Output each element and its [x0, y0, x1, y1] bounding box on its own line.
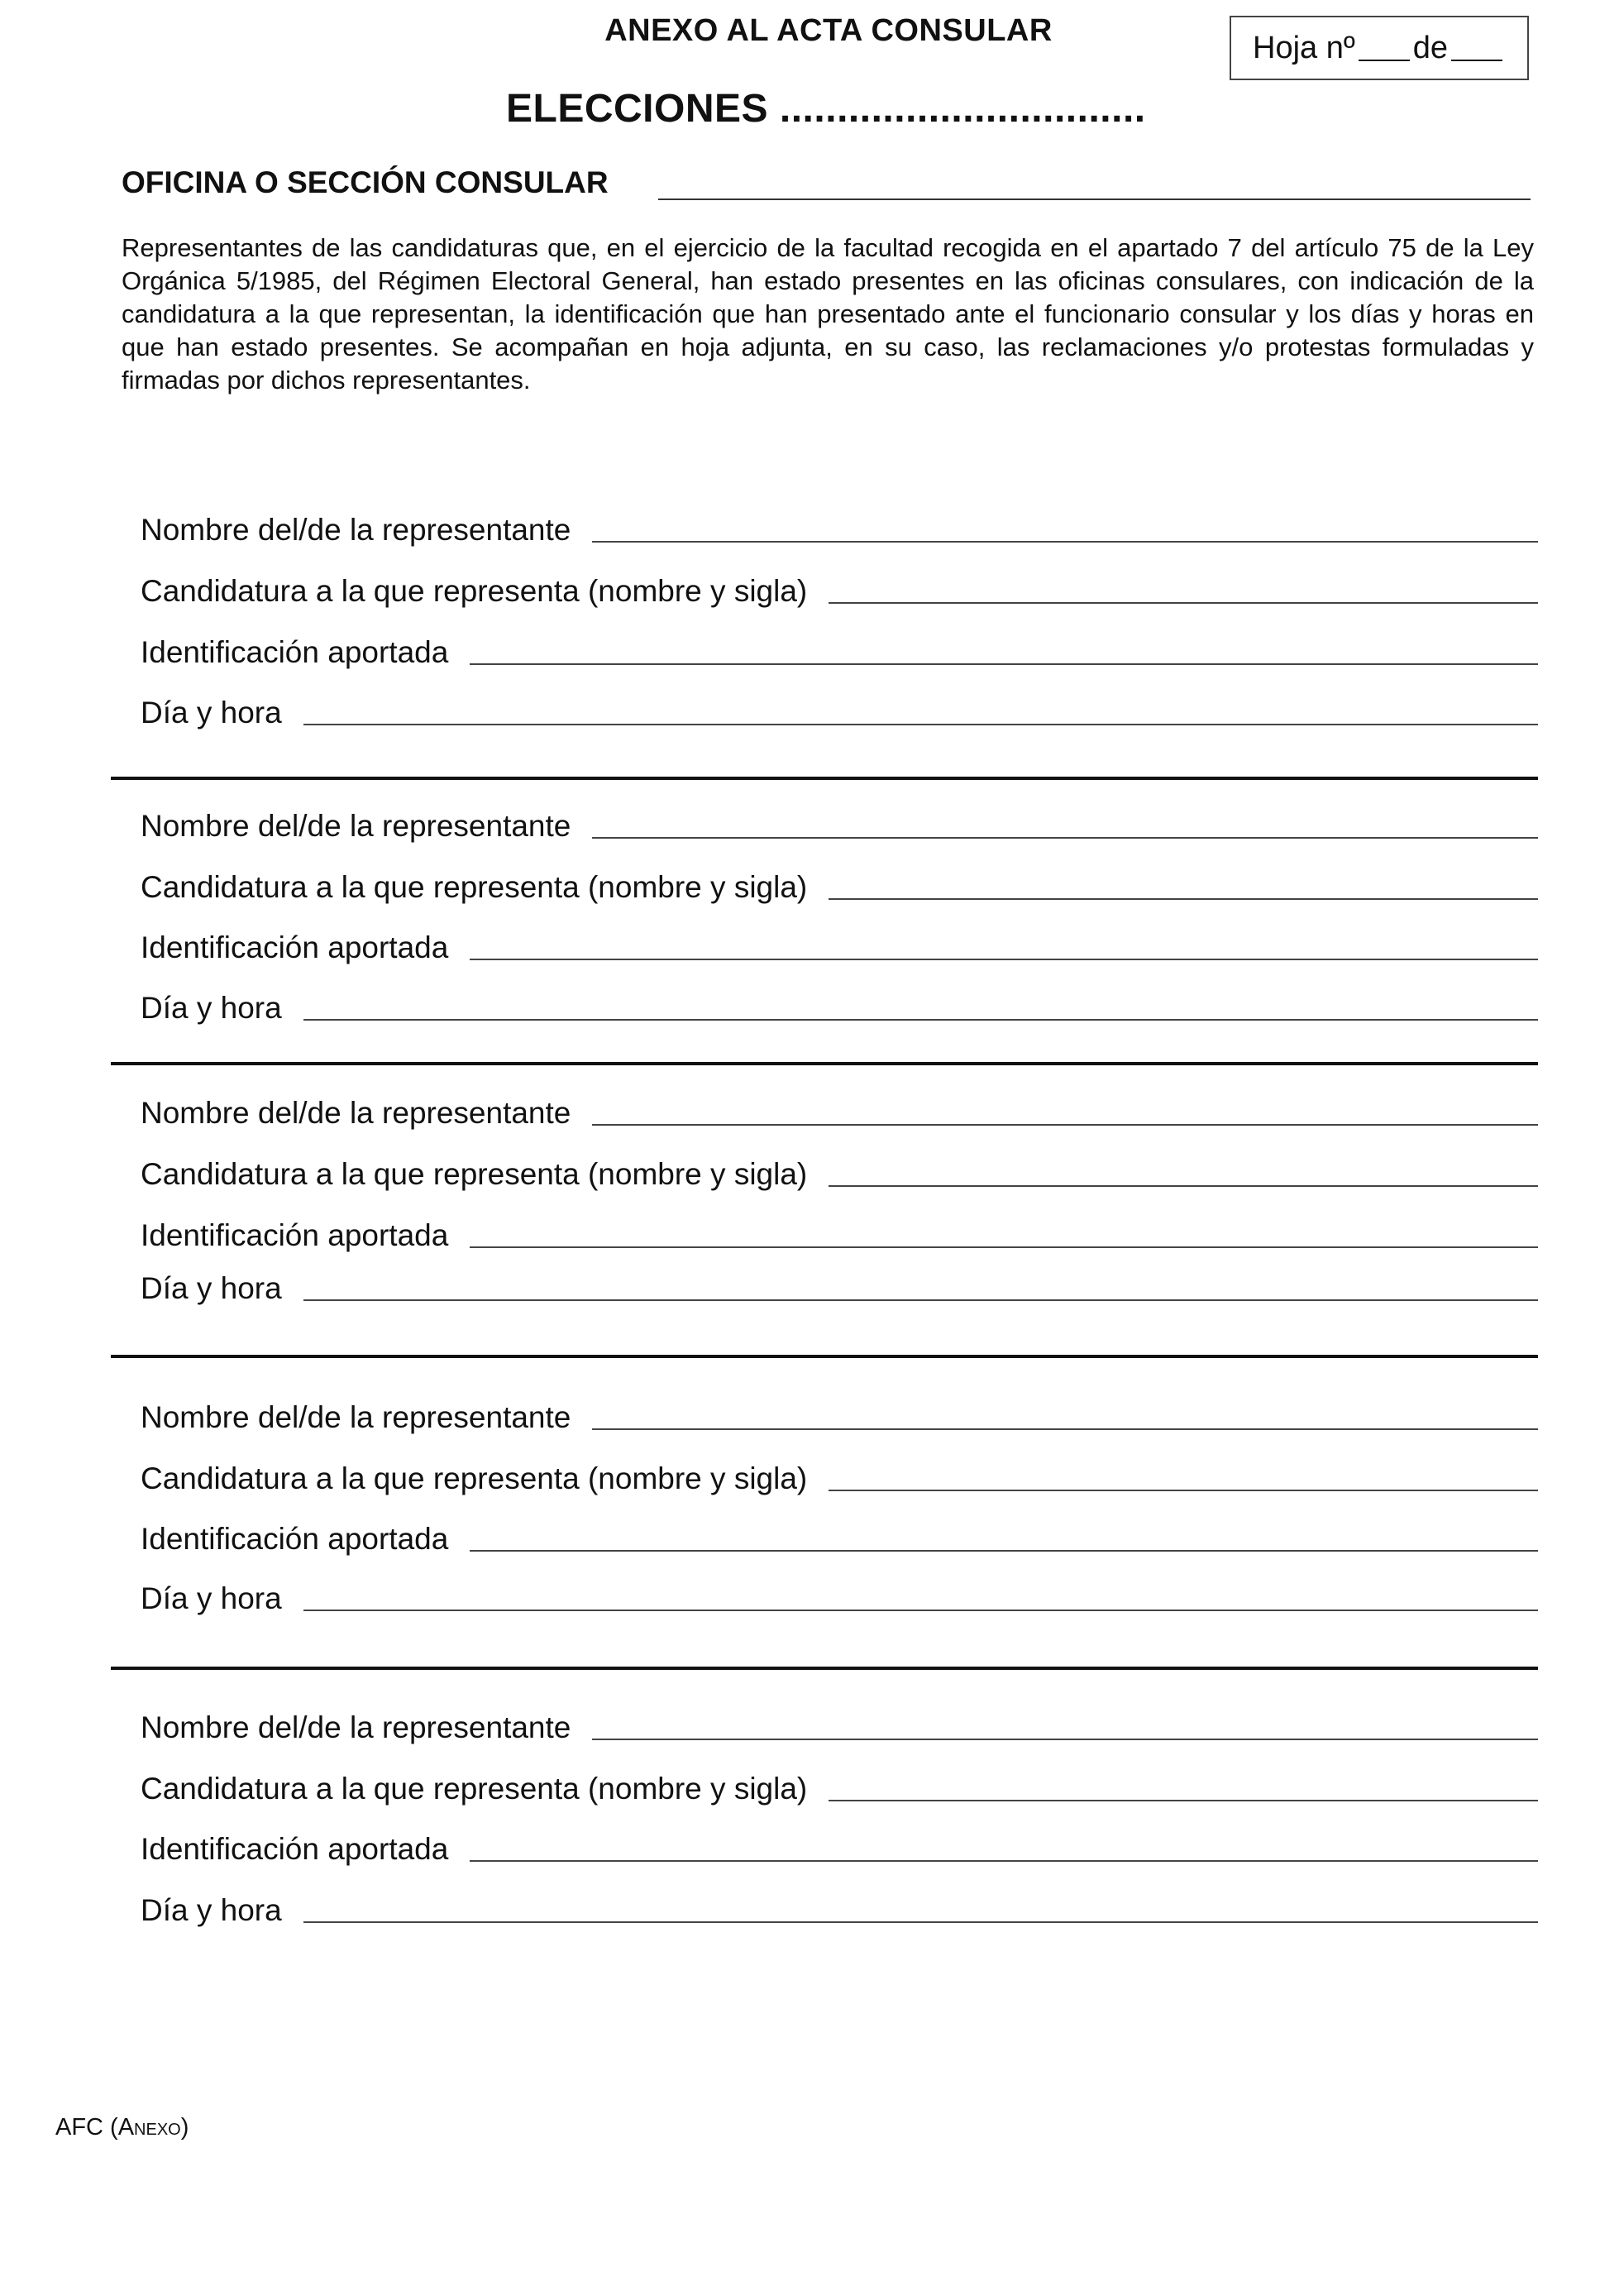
- nombre-row: [141, 1704, 1538, 1745]
- nombre-field[interactable]: [592, 1122, 1538, 1126]
- nombre-field[interactable]: [592, 835, 1538, 839]
- candidatura-row: [141, 863, 1538, 905]
- dia-hora-row: [141, 984, 1538, 1026]
- form-code-anexo: Anexo: [117, 2114, 181, 2141]
- identificacion-row: [141, 1212, 1538, 1253]
- identificacion-field[interactable]: [470, 1858, 1538, 1862]
- candidatura-field[interactable]: [829, 1488, 1538, 1491]
- identificacion-row: [141, 1825, 1538, 1867]
- hoja-label: Hoja nº: [1253, 30, 1355, 65]
- dia-hora-field[interactable]: [303, 1017, 1538, 1021]
- nombre-label: Nombre del/de la representante: [141, 513, 571, 547]
- identificacion-label: Identificación aportada: [141, 635, 449, 669]
- candidatura-field[interactable]: [829, 600, 1538, 604]
- identificacion-row: [141, 1515, 1538, 1557]
- nombre-label: Nombre del/de la representante: [141, 1710, 571, 1744]
- dia-hora-label: Día y hora: [141, 696, 282, 729]
- block-separator: [111, 777, 1538, 780]
- nombre-row: [141, 802, 1538, 844]
- nombre-label: Nombre del/de la representante: [141, 809, 571, 843]
- candidatura-row: [141, 1765, 1538, 1806]
- nombre-field[interactable]: [592, 1427, 1538, 1430]
- candidatura-row: [141, 567, 1538, 609]
- block-separator: [111, 1667, 1538, 1670]
- candidatura-label: Candidatura a la que representa (nombre y sigla): [141, 1461, 808, 1495]
- elecciones-heading: ELECCIONES ................................: [506, 87, 1146, 131]
- dia-hora-row: [141, 1265, 1538, 1306]
- candidatura-field[interactable]: [829, 1184, 1538, 1187]
- candidatura-label: Candidatura a la que representa (nombre y sigla): [141, 574, 808, 608]
- candidatura-field[interactable]: [829, 897, 1538, 900]
- dia-hora-field[interactable]: [303, 1920, 1538, 1923]
- block-separator: [111, 1062, 1538, 1065]
- identificacion-label: Identificación aportada: [141, 1522, 449, 1556]
- identificacion-field[interactable]: [470, 1548, 1538, 1552]
- candidatura-row: [141, 1150, 1538, 1192]
- identificacion-row: [141, 924, 1538, 965]
- candidatura-field[interactable]: [829, 1798, 1538, 1801]
- sheet-total-field[interactable]: [1451, 35, 1502, 61]
- form-code-close: ): [180, 2114, 189, 2141]
- identificacion-field[interactable]: [470, 957, 1538, 960]
- identificacion-label: Identificación aportada: [141, 1832, 449, 1866]
- dia-hora-row: [141, 1887, 1538, 1928]
- form-code-footer: [55, 2114, 189, 2141]
- page-title: ANEXO AL ACTA CONSULAR: [604, 13, 1053, 48]
- identificacion-field[interactable]: [470, 1245, 1538, 1248]
- nombre-row: [141, 506, 1538, 548]
- sheet-number-field[interactable]: [1359, 35, 1410, 61]
- dia-hora-field[interactable]: [303, 722, 1538, 725]
- oficina-field[interactable]: [658, 199, 1531, 200]
- dia-hora-field[interactable]: [303, 1608, 1538, 1611]
- identificacion-label: Identificación aportada: [141, 1218, 449, 1252]
- candidatura-label: Candidatura a la que representa (nombre y sigla): [141, 1157, 808, 1191]
- nombre-field[interactable]: [592, 1737, 1538, 1740]
- identificacion-row: [141, 629, 1538, 670]
- dia-hora-label: Día y hora: [141, 1581, 282, 1615]
- nombre-row: [141, 1089, 1538, 1131]
- identificacion-field[interactable]: [470, 662, 1538, 665]
- nombre-row: [141, 1394, 1538, 1435]
- dia-hora-label: Día y hora: [141, 991, 282, 1025]
- identificacion-label: Identificación aportada: [141, 930, 449, 964]
- candidatura-label: Candidatura a la que representa (nombre y sigla): [141, 870, 808, 904]
- nombre-label: Nombre del/de la representante: [141, 1400, 571, 1434]
- sheet-number-box: [1230, 16, 1529, 80]
- oficina-label: OFICINA O SECCIÓN CONSULAR: [122, 165, 609, 199]
- nombre-label: Nombre del/de la representante: [141, 1096, 571, 1130]
- dia-hora-label: Día y hora: [141, 1893, 282, 1927]
- de-label: de: [1412, 30, 1449, 65]
- nombre-field[interactable]: [592, 539, 1538, 543]
- dia-hora-row: [141, 1575, 1538, 1616]
- intro-paragraph: Representantes de las candidaturas que, en el ejercicio de la facultad recogida en el apartado 7 del artículo 75 de la Ley Orgánica 5/1985, del Régimen Electoral General, han estado presentes en las oficinas consulares, con indicación de la candidatura a la que representan, la identificación que han presentado ante el funcionario consular y los días y horas en que han estado presentes. Se acompañan en hoja adjunta, en su caso, las reclamaciones y/o protestas formuladas y firmadas por dichos representantes.: [122, 233, 1534, 395]
- form-code: AFC (: [55, 2114, 118, 2141]
- dia-hora-field[interactable]: [303, 1298, 1538, 1301]
- candidatura-label: Candidatura a la que representa (nombre y sigla): [141, 1772, 808, 1806]
- dia-hora-label: Día y hora: [141, 1271, 282, 1305]
- block-separator: [111, 1355, 1538, 1358]
- candidatura-row: [141, 1455, 1538, 1496]
- dia-hora-row: [141, 689, 1538, 730]
